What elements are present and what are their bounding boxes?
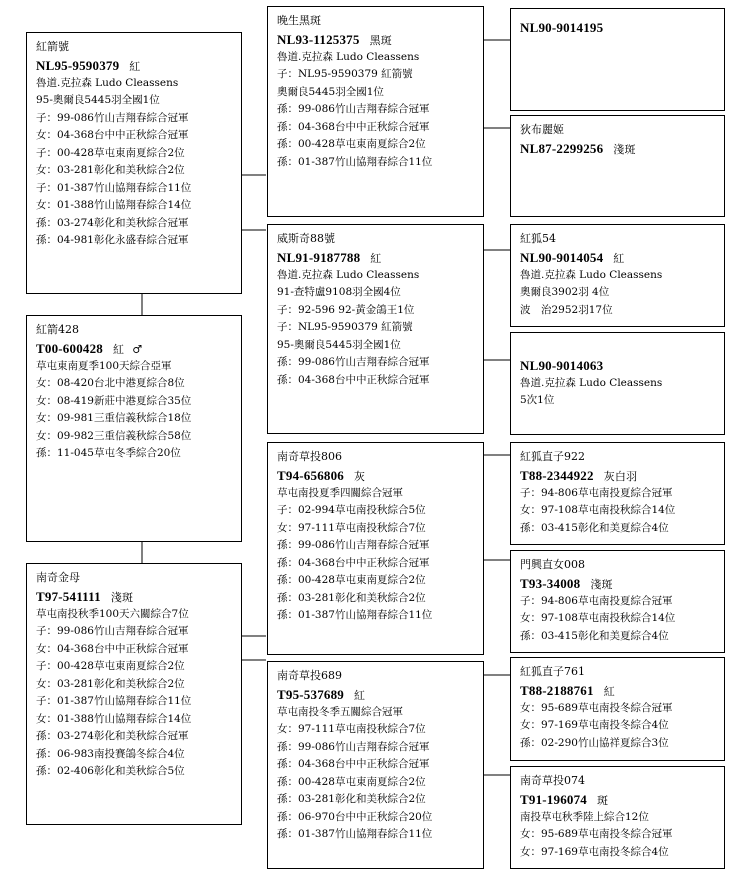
record-line: 孫：99-086竹山吉翔春綜合冠軍 bbox=[277, 539, 430, 551]
record-line: 孫：03-274彰化和美秋綜合冠軍 bbox=[36, 730, 189, 742]
record-line: 女：97-108草屯南投秋綜合14位 bbox=[520, 504, 676, 516]
record-line: 奧爾良5445羽全國1位 bbox=[277, 85, 384, 98]
ring-number: NL91-9187788 bbox=[277, 249, 361, 265]
record-line: 草屯東南夏季100天綜合亞軍 bbox=[36, 359, 172, 372]
ring-number: T88-2344922 bbox=[520, 467, 594, 483]
record-line: 女：97-108草屯南投秋綜合14位 bbox=[520, 612, 676, 624]
record-line: 孫：00-428草屯東南夏綜合2位 bbox=[277, 138, 426, 150]
record-line: 女：09-982三重信義秋綜合58位 bbox=[36, 429, 192, 442]
record-line: 子：01-387竹山協翔春綜合11位 bbox=[36, 181, 192, 194]
pigeon-card-mate1 bbox=[26, 315, 242, 542]
pigeon-color: 紅 bbox=[354, 688, 366, 702]
record-line: 女：04-368台中中正秋綜合冠軍 bbox=[36, 642, 189, 655]
record-line: 孫：03-281彰化和美秋綜合2位 bbox=[277, 591, 426, 604]
record-line: 孫：03-281彰化和美秋綜合2位 bbox=[277, 793, 426, 805]
ring-number: T93-34008 bbox=[520, 575, 581, 591]
pigeon-card-sire-sire bbox=[510, 8, 725, 111]
ring-number-line bbox=[277, 685, 474, 704]
record-line: 魯道.克拉森 Ludo Cleassens bbox=[520, 268, 663, 281]
ring-number-line bbox=[520, 681, 715, 700]
ring-number: NL87-2299256 bbox=[520, 140, 604, 156]
record-line: 孫：03-415彰化和美夏綜合4位 bbox=[520, 521, 669, 534]
ring-number: T97-541111 bbox=[36, 588, 101, 604]
record-line: 魯道.克拉森 Ludo Cleassens bbox=[277, 50, 420, 63]
record-line: 孫：04-368台中中正秋綜合冠軍 bbox=[277, 758, 430, 770]
ring-number: T94-656806 bbox=[277, 467, 344, 483]
ring-number-line bbox=[36, 339, 232, 358]
pigeon-name: 紅箭號 bbox=[36, 40, 69, 53]
pigeon-name: 南奇草投689 bbox=[277, 669, 342, 682]
record-line: 草屯南投冬季五關綜合冠軍 bbox=[277, 705, 403, 718]
record-line: 南投草屯秋季陸上綜合12位 bbox=[520, 810, 649, 823]
record-line: 子：94-806草屯南投夏綜合冠軍 bbox=[520, 594, 673, 607]
record-line: 女：95-689草屯南投冬綜合冠軍 bbox=[520, 701, 673, 714]
record-line: 孫：11-045草屯冬季綜合20位 bbox=[36, 447, 181, 459]
pigeon-card-mate2 bbox=[26, 563, 242, 825]
record-line: 魯道.克拉森 Ludo Cleassens bbox=[520, 376, 663, 389]
ring-number-line bbox=[520, 466, 715, 485]
pigeon-card-m2-sire-dam bbox=[510, 550, 725, 653]
record-line: 奧爾良3902羽 4位 bbox=[520, 286, 610, 298]
record-line: 女：97-169草屯南投冬綜合4位 bbox=[520, 719, 669, 731]
record-line: 子：94-806草屯南投夏綜合冠軍 bbox=[520, 486, 673, 499]
record-line: 子：99-086竹山吉翔春綜合冠軍 bbox=[36, 111, 189, 124]
record-line: 女：97-111草屯南投秋綜合7位 bbox=[277, 521, 426, 534]
pigeon-name: 南奇草投806 bbox=[277, 450, 342, 463]
record-line: 女：09-981三重信義秋綜合18位 bbox=[36, 412, 192, 424]
ring-number: NL90-9014054 bbox=[520, 249, 604, 265]
record-line: 女：03-281彰化和美秋綜合2位 bbox=[36, 677, 185, 690]
pigeon-card-subject bbox=[26, 32, 242, 294]
pigeon-color: 淺斑 bbox=[590, 577, 613, 591]
pigeon-card-m2-dam bbox=[267, 661, 484, 869]
record-line: 孫：99-086竹山吉翔春綜合冠軍 bbox=[277, 103, 430, 115]
record-line: 草屯南投秋季100天六關綜合7位 bbox=[36, 607, 189, 620]
record-line: 女：04-368台中中正秋綜合冠軍 bbox=[36, 129, 189, 141]
record-line: 魯道.克拉森 Ludo Cleassens bbox=[36, 76, 179, 89]
record-line: 孫：04-981彰化永盛春綜合冠軍 bbox=[36, 234, 189, 246]
record-line: 魯道.克拉森 Ludo Cleassens bbox=[277, 268, 420, 281]
ring-number-line bbox=[277, 466, 474, 485]
pigeon-name: 紅狐54 bbox=[520, 232, 556, 245]
record-line: 孫：06-970台中中正秋綜合20位 bbox=[277, 810, 433, 823]
record-line: 子：00-428草屯東南夏綜合2位 bbox=[36, 660, 185, 672]
record-line: 子：01-387竹山協翔春綜合11位 bbox=[36, 695, 192, 707]
record-line: 孫：01-387竹山協翔春綜合11位 bbox=[277, 609, 433, 621]
record-line: 子：NL95-9590379 紅箭號 bbox=[277, 68, 413, 80]
record-line: 孫：00-428草屯東南夏綜合2位 bbox=[277, 574, 426, 586]
record-line: 女：97-111草屯南投秋綜合7位 bbox=[277, 723, 426, 735]
ring-number-line bbox=[520, 574, 715, 593]
record-line: 孫：00-428草屯東南夏綜合2位 bbox=[277, 775, 426, 788]
record-line: 子：NL95-9590379 紅箭號 bbox=[277, 321, 413, 333]
pigeon-name: 南奇金母 bbox=[36, 571, 80, 584]
pigeon-name: 威斯奇88號 bbox=[277, 232, 335, 245]
ring-number-line bbox=[277, 30, 474, 49]
ring-number-line bbox=[520, 790, 715, 809]
record-line: 孫：04-368台中中正秋綜合冠軍 bbox=[277, 556, 430, 569]
pigeon-card-dam-sire bbox=[510, 224, 725, 327]
record-line: 5次1位 bbox=[520, 394, 555, 406]
pigeon-color: 紅 bbox=[129, 59, 141, 73]
record-line: 波 治2952羽17位 bbox=[520, 303, 613, 316]
pigeon-color: 紅 bbox=[113, 342, 125, 356]
record-line: 91-查特盧9108羽全國4位 bbox=[277, 286, 401, 298]
record-line: 女：03-281彰化和美秋綜合2位 bbox=[36, 164, 185, 176]
pigeon-color: 斑 bbox=[597, 793, 609, 807]
pigeon-name: 狄布麗姬 bbox=[520, 123, 564, 136]
record-line: 草屯南投夏季四關綜合冠軍 bbox=[277, 486, 403, 499]
ring-number: NL93-1125375 bbox=[277, 31, 360, 47]
record-line: 孫：01-387竹山協翔春綜合11位 bbox=[277, 828, 433, 840]
pigeon-color: 黑斑 bbox=[369, 33, 392, 47]
record-line: 孫：06-983南投賽鴿冬綜合4位 bbox=[36, 747, 185, 760]
record-line: 孫：01-387竹山協翔春綜合11位 bbox=[277, 155, 433, 168]
ring-number-line bbox=[277, 248, 474, 267]
record-line: 95-奧爾良5445羽全國1位 bbox=[36, 94, 160, 106]
pigeon-card-m2-sire bbox=[267, 442, 484, 655]
pigeon-color: 淺斑 bbox=[613, 142, 636, 156]
pigeon-card-dam bbox=[267, 224, 484, 434]
ring-number: T00-600428 bbox=[36, 340, 103, 356]
ring-number: T91-196074 bbox=[520, 791, 587, 807]
pigeon-color: 紅 bbox=[603, 684, 615, 698]
pigeon-name bbox=[520, 338, 715, 356]
record-line: 孫：03-415彰化和美夏綜合4位 bbox=[520, 629, 669, 642]
record-line: 孫：99-086竹山吉翔春綜合冠軍 bbox=[277, 740, 430, 753]
ring-number-line bbox=[36, 56, 232, 75]
pigeon-name: 紅狐直子922 bbox=[520, 450, 585, 463]
ring-number-line bbox=[520, 356, 715, 375]
record-line: 孫：04-368台中中正秋綜合冠軍 bbox=[277, 373, 430, 386]
pigeon-name: 門興直女008 bbox=[520, 558, 585, 571]
record-line: 女：97-169草屯南投冬綜合4位 bbox=[520, 845, 669, 858]
ring-number-line bbox=[520, 248, 715, 267]
record-line: 子：02-994草屯南投秋綜合5位 bbox=[277, 504, 426, 516]
pigeon-name: 晚生黑斑 bbox=[277, 14, 321, 27]
pigeon-name: 紅狐直子761 bbox=[520, 665, 585, 678]
pigeon-color: 灰 bbox=[354, 469, 366, 483]
record-line: 女：01-388竹山協翔春綜合14位 bbox=[36, 199, 192, 211]
record-line: 子：00-428草屯東南夏綜合2位 bbox=[36, 146, 185, 159]
pigeon-card-m2-dam-sire bbox=[510, 657, 725, 761]
pigeon-card-m2-sire-sire bbox=[510, 442, 725, 545]
pigeon-name: 南奇草投074 bbox=[520, 774, 585, 787]
pigeon-color: 灰白羽 bbox=[603, 469, 638, 483]
record-line: 孫：03-274彰化和美秋綜合冠軍 bbox=[36, 216, 189, 229]
pigeon-name: 紅箭428 bbox=[36, 323, 79, 336]
record-line: 孫：02-290竹山協祥夏綜合3位 bbox=[520, 736, 669, 749]
record-line: 女：08-419新莊中港夏綜合35位 bbox=[36, 394, 192, 407]
ring-number: NL90-9014195 bbox=[520, 19, 604, 35]
ring-number: T88-2188761 bbox=[520, 682, 594, 698]
pigeon-color: 紅 bbox=[613, 251, 625, 265]
record-line: 女：01-388竹山協翔春綜合14位 bbox=[36, 712, 192, 725]
pigeon-card-sire bbox=[267, 6, 484, 217]
pigeon-color: 紅 bbox=[370, 251, 382, 265]
record-line: 孫：02-406彰化和美秋綜合5位 bbox=[36, 765, 185, 777]
ring-number-line bbox=[36, 587, 232, 606]
record-line: 孫：99-086竹山吉翔春綜合冠軍 bbox=[277, 356, 430, 368]
ring-number: NL95-9590379 bbox=[36, 57, 120, 73]
record-line: 95-奧爾良5445羽全國1位 bbox=[277, 338, 401, 351]
pigeon-sex: ♂ bbox=[132, 342, 143, 356]
record-line: 女：08-420台北中港夏綜合8位 bbox=[36, 377, 185, 389]
record-line: 孫：04-368台中中正秋綜合冠軍 bbox=[277, 120, 430, 133]
pigeon-card-sire-dam bbox=[510, 115, 725, 217]
record-line: 子：92-596 92-黃金鴿王1位 bbox=[277, 303, 415, 316]
pigeon-card-m2-dam-dam bbox=[510, 766, 725, 869]
pigeon-color: 淺斑 bbox=[110, 590, 134, 604]
ring-number: NL90-9014063 bbox=[520, 357, 604, 373]
ring-number: T95-537689 bbox=[277, 686, 344, 702]
record-line: 女：95-689草屯南投冬綜合冠軍 bbox=[520, 828, 673, 840]
ring-number-line bbox=[520, 18, 715, 37]
pigeon-card-dam-dam bbox=[510, 332, 725, 435]
record-line: 子：99-086竹山吉翔春綜合冠軍 bbox=[36, 625, 189, 637]
ring-number-line bbox=[520, 139, 715, 158]
